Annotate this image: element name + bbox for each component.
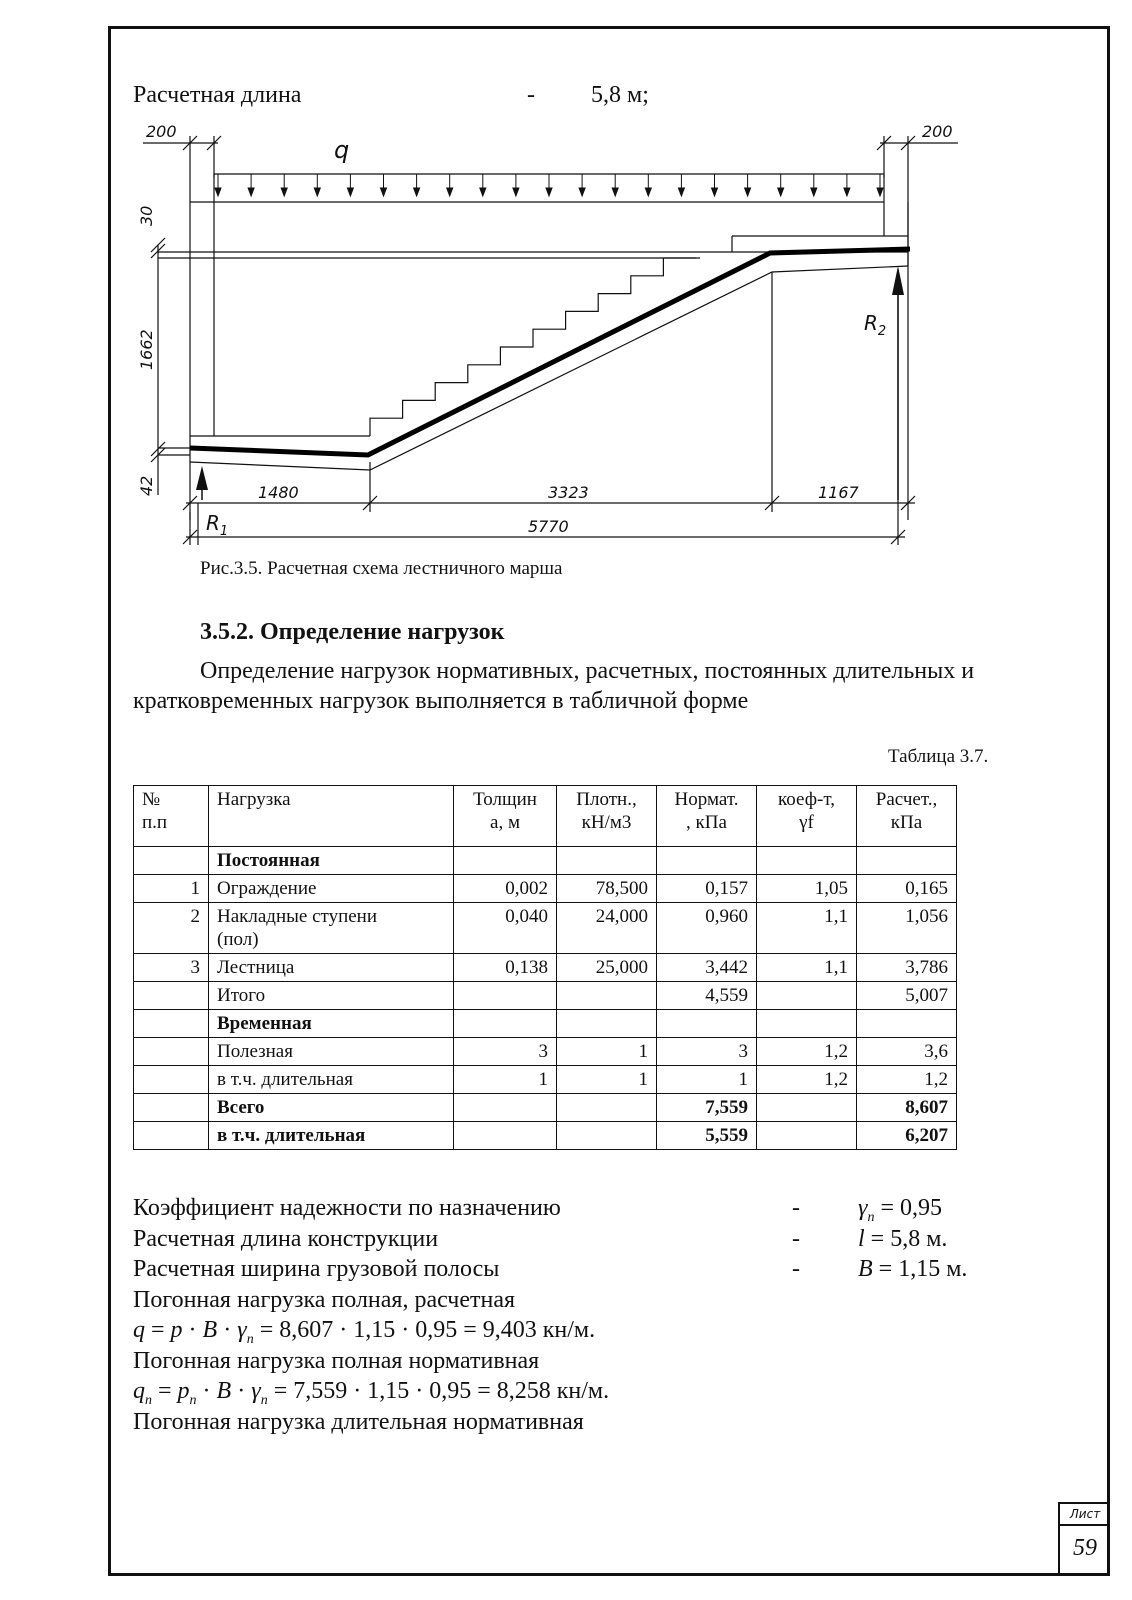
- dim-42: 42: [137, 475, 156, 496]
- figure-caption: Рис.3.5. Расчетная схема лестничного марша: [200, 558, 563, 579]
- formula-1: $q = p \cdot B \cdot \gamma_n = 8,607 \cdot 1,15 \cdot 0,95 = 9,403$ кн/м.: [133, 1317, 596, 1347]
- table-cell-thick: [454, 1122, 557, 1150]
- table-cell-dens: 1: [557, 1038, 657, 1066]
- table-cell-name: в т.ч. длительная: [209, 1122, 454, 1150]
- table-cell-dens: [557, 1094, 657, 1122]
- table-cell-name: Ограждение: [209, 875, 454, 903]
- dim-1662: 1662: [137, 329, 156, 370]
- reaction-r2: $R_2$: [864, 311, 887, 339]
- table-cell-thick: 0,138: [454, 954, 557, 982]
- table-cell-calc: 3,6: [857, 1038, 957, 1066]
- table-cell-norm: 1: [657, 1066, 757, 1094]
- dim-200-left: 200: [146, 122, 177, 141]
- table-cell-thick: [454, 1010, 557, 1038]
- param-label: Коэффициент надежности по назначению: [133, 1195, 561, 1221]
- design-length-value: 5,8 м;: [591, 82, 649, 108]
- table-cell-dens: [557, 1122, 657, 1150]
- dim-1480: 1480: [258, 483, 299, 502]
- table-cell-norm: [657, 847, 757, 875]
- param-dash: -: [792, 1195, 800, 1221]
- table-cell-coef: [757, 1122, 857, 1150]
- table-cell-norm: 0,157: [657, 875, 757, 903]
- table-cell-norm: 3: [657, 1038, 757, 1066]
- formula-3-label: Погонная нагрузка длительная нормативная: [133, 1409, 584, 1435]
- design-length-label: Расчетная длина: [133, 82, 302, 108]
- table-cell-calc: 6,207: [857, 1122, 957, 1150]
- table-cell-calc: 0,165: [857, 875, 957, 903]
- table-header-cell: Толщин а, м: [454, 786, 557, 847]
- table-cell-norm: 3,442: [657, 954, 757, 982]
- dim-1167: 1167: [818, 483, 859, 502]
- stair-flight-diagram: [0, 0, 1132, 600]
- table-cell-norm: [657, 1010, 757, 1038]
- dim-200-right: 200: [922, 122, 953, 141]
- table-cell-dens: [557, 982, 657, 1010]
- section-heading: 3.5.2. Определение нагрузок: [200, 619, 505, 645]
- sheet-label: Лист: [1060, 1504, 1110, 1526]
- formula-2: $q_n = p_n \cdot B \cdot \gamma_n = 7,559 \cdot 1,15 \cdot 0,95 = 8,258$ кн/м.: [133, 1378, 610, 1408]
- table-cell-thick: [454, 982, 557, 1010]
- table-cell-dens: 25,000: [557, 954, 657, 982]
- dim-30: 30: [137, 205, 156, 226]
- table-cell-calc: 5,007: [857, 982, 957, 1010]
- table-row: [134, 875, 957, 903]
- table-cell-coef: 1,1: [757, 903, 857, 954]
- formula-1-label: Погонная нагрузка полная, расчетная: [133, 1287, 516, 1313]
- table-label: Таблица 3.7.: [888, 746, 989, 767]
- table-cell-coef: 1,2: [757, 1038, 857, 1066]
- table-row: [134, 1066, 957, 1094]
- table-cell-calc: [857, 1010, 957, 1038]
- table-cell-name: Всего: [209, 1094, 454, 1122]
- table-cell-norm: 7,559: [657, 1094, 757, 1122]
- table-cell-norm: 4,559: [657, 982, 757, 1010]
- table-cell-calc: 8,607: [857, 1094, 957, 1122]
- table-cell-thick: [454, 847, 557, 875]
- param-dash: -: [792, 1256, 800, 1282]
- table-cell-norm: 0,960: [657, 903, 757, 954]
- table-row: [134, 847, 957, 875]
- param-dash: -: [792, 1226, 800, 1252]
- load-symbol-q: q: [334, 136, 350, 164]
- table-cell-no: [134, 982, 209, 1010]
- table-row: [134, 1122, 957, 1150]
- table-cell-no: [134, 847, 209, 875]
- table-cell-calc: [857, 847, 957, 875]
- table-cell-norm: 5,559: [657, 1122, 757, 1150]
- table-cell-thick: 3: [454, 1038, 557, 1066]
- table-row: [134, 954, 957, 982]
- table-header-cell: Плотн., кН/м3: [557, 786, 657, 847]
- table-cell-name: Лестница: [209, 954, 454, 982]
- paragraph-line-1: Определение нагрузок нормативных, расчетных, постоянных длительных и: [200, 658, 975, 684]
- table-cell-calc: 1,056: [857, 903, 957, 954]
- param-label: Расчетная длина конструкции: [133, 1226, 439, 1252]
- table-cell-coef: [757, 982, 857, 1010]
- table-cell-dens: [557, 847, 657, 875]
- table-cell-no: [134, 1038, 209, 1066]
- param-label: Расчетная ширина грузовой полосы: [133, 1256, 500, 1282]
- table-cell-thick: 0,002: [454, 875, 557, 903]
- table-cell-dens: 24,000: [557, 903, 657, 954]
- dim-5770: 5770: [528, 517, 569, 536]
- table-cell-calc: 3,786: [857, 954, 957, 982]
- table-cell-coef: [757, 1010, 857, 1038]
- formula-2-label: Погонная нагрузка полная нормативная: [133, 1348, 540, 1374]
- sheet-number: 59: [1073, 1535, 1097, 1561]
- table-row: [134, 1010, 957, 1038]
- paragraph-line-2: кратковременных нагрузок выполняется в табличной форме: [133, 688, 749, 714]
- param-value: $\gamma_n = 0,95$: [858, 1195, 943, 1225]
- table-cell-name: Полезная: [209, 1038, 454, 1066]
- loads-table: [133, 785, 957, 1150]
- table-header-cell: Расчет., кПа: [857, 786, 957, 847]
- sheet-stamp: [1058, 1502, 1110, 1576]
- table-cell-coef: 1,05: [757, 875, 857, 903]
- table-row: [134, 1038, 957, 1066]
- table-row: [134, 903, 957, 954]
- table-cell-no: 2: [134, 903, 209, 954]
- table-header-cell: Нормат. , кПа: [657, 786, 757, 847]
- table-cell-thick: [454, 1094, 557, 1122]
- table-cell-no: 3: [134, 954, 209, 982]
- table-cell-no: [134, 1010, 209, 1038]
- table-cell-name: Постоянная: [209, 847, 454, 875]
- table-cell-coef: 1,1: [757, 954, 857, 982]
- table-cell-name: Итого: [209, 982, 454, 1010]
- table-header-cell: № п.п: [134, 786, 209, 847]
- table-cell-no: [134, 1066, 209, 1094]
- table-cell-calc: 1,2: [857, 1066, 957, 1094]
- table-header-cell: Нагрузка: [209, 786, 454, 847]
- table-cell-name: в т.ч. длительная: [209, 1066, 454, 1094]
- table-row: [134, 982, 957, 1010]
- table-cell-name: Накладные ступени (пол): [209, 903, 454, 954]
- table-cell-no: [134, 1094, 209, 1122]
- design-length-dash: -: [527, 82, 535, 108]
- param-value: l = 5,8 м.: [858, 1226, 948, 1252]
- table-cell-coef: 1,2: [757, 1066, 857, 1094]
- table-cell-name: Временная: [209, 1010, 454, 1038]
- table-cell-coef: [757, 847, 857, 875]
- table-header-cell: коеф-т, γf: [757, 786, 857, 847]
- param-value: B = 1,15 м.: [858, 1256, 968, 1282]
- table-cell-dens: 78,500: [557, 875, 657, 903]
- table-cell-no: [134, 1122, 209, 1150]
- dim-3323: 3323: [548, 483, 589, 502]
- table-row: [134, 1094, 957, 1122]
- table-cell-no: 1: [134, 875, 209, 903]
- table-cell-coef: [757, 1094, 857, 1122]
- table-cell-dens: 1: [557, 1066, 657, 1094]
- table-cell-thick: 0,040: [454, 903, 557, 954]
- table-cell-dens: [557, 1010, 657, 1038]
- table-header-row: [134, 786, 957, 847]
- table-cell-thick: 1: [454, 1066, 557, 1094]
- reaction-r1: $R_1$: [206, 511, 229, 539]
